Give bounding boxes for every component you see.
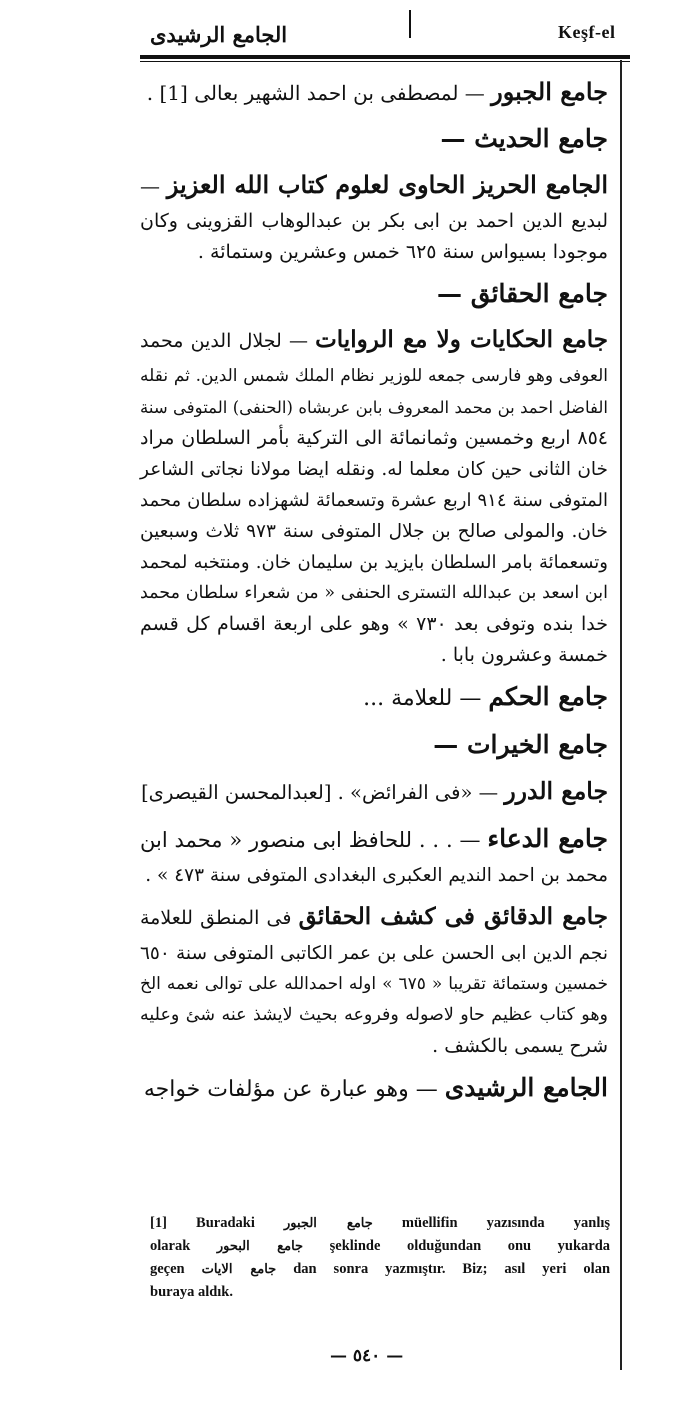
- entry-heading: جامع الدرر: [504, 777, 608, 805]
- footnote-line: [150, 1281, 610, 1304]
- footnote-text: olarak: [150, 1238, 191, 1254]
- text-line: [140, 516, 608, 547]
- text-line: [140, 72, 608, 113]
- footnote-line: [150, 1258, 610, 1281]
- entry-heading: جامع الخيرات: [467, 730, 608, 759]
- entry-text: ٨٥٤ اربع وخمسين وثمانمائة الى التركية بأمر السلطان مراد: [140, 427, 608, 449]
- entry-text: المتوفى سنة ٩١٤ اربع عشرة وتسعمائة لشهزاده سلطان محمد: [140, 490, 608, 511]
- text-line: [140, 819, 608, 860]
- footnote-line: [150, 1235, 610, 1258]
- entry-text: خان الثانى حين كان معلما له. ونقله ايضا مولانا نجاتى الشاعر: [140, 459, 608, 480]
- page-number: — ٥٤٠ —: [330, 1346, 404, 1366]
- entry-heading: الجامع الرشيدى: [444, 1073, 608, 1102]
- entry: [140, 165, 608, 268]
- text-line: [140, 320, 608, 361]
- entry-text: وتسعمائة بامر السلطان بايزيد بن سليمان خان. ومنتخبه لمحمد: [140, 552, 608, 573]
- text-line: [140, 547, 608, 578]
- text-line: [140, 609, 608, 640]
- entry-heading: الجامع الحريز الحاوى لعلوم كتاب الله العزيز: [166, 170, 609, 199]
- entry-text: — لجلال الدين محمد: [140, 330, 316, 352]
- running-head-arabic: الجامع الرشيدى: [150, 22, 288, 47]
- entry: [140, 725, 608, 765]
- entry-heading: جامع الحديث: [474, 124, 608, 153]
- entry-text: —: [437, 279, 471, 308]
- margin-rule: [620, 60, 622, 1370]
- footnote-text: Buradaki: [196, 1215, 255, 1231]
- entry-heading: جامع الدعاء: [487, 824, 608, 853]
- entry-text: محمد بن احمد النديم العكبرى البغدادى المتوفى سنة ٤٧٣ » .: [145, 865, 608, 886]
- header-rule: [140, 55, 630, 59]
- footnote-text: geçen: [150, 1261, 185, 1277]
- text-line: [140, 1068, 608, 1110]
- text-line: [140, 206, 608, 237]
- entry-text: موجودا بسيواس سنة ٦٢٥ خمس وعشرين وستمائة .: [197, 241, 608, 263]
- entry: [140, 771, 608, 813]
- footnote-arabic: جامع الايات: [201, 1262, 277, 1277]
- text-line: [140, 119, 608, 159]
- text-line: [140, 1031, 608, 1062]
- entry: [140, 897, 608, 1062]
- text-line: [140, 725, 608, 765]
- entry-text: نجم الدين ابى الحسن على بن عمر الكاتبى المتوفى سنة ٦٥٠: [140, 943, 608, 964]
- entry-text: ابن اسعد بن عبدالله التسترى الحنفى « من شعراء سلطان محمد: [140, 583, 608, 603]
- footnote-line: [150, 1212, 610, 1235]
- header-divider: [409, 10, 411, 38]
- text-line: [140, 938, 608, 969]
- text-line: [140, 423, 608, 454]
- text-line: [140, 677, 608, 719]
- entry-text: وهو كتاب عظيم حاو لاصوله وفروعه بحيث لايشذ عنه شئ وعليه: [140, 1005, 608, 1025]
- text-line: [140, 640, 608, 671]
- entry: [140, 320, 608, 671]
- text-line: [140, 771, 608, 813]
- entry: [140, 819, 608, 891]
- footnote-marker: [1]: [150, 1215, 167, 1231]
- entry-text: خمسة وعشرون بابا .: [440, 644, 608, 666]
- footnote-text: dan sonra yazmıştır. Biz; asıl yeri olan: [293, 1261, 611, 1277]
- text-line: [140, 1000, 608, 1031]
- entry-heading: جامع الجبور: [491, 77, 608, 106]
- entry-text: الفاضل احمد بن محمد المعروف بابن عربشاه (الحنفى) المتوفى سنة: [140, 398, 608, 417]
- entry-text: —: [140, 174, 167, 198]
- text-line: [140, 237, 608, 268]
- entry: [140, 119, 608, 159]
- header-rule-thin: [140, 61, 630, 62]
- entry-text: لبديع الدين احمد بن ابى بكر بن عبدالوهاب القزوينى وكان: [140, 210, 608, 232]
- entry-heading: جامع الحقائق: [470, 279, 608, 308]
- entry: [140, 1068, 608, 1110]
- text-line: [140, 165, 608, 206]
- entry-heading: جامع الدقائق فى كشف الحقائق: [298, 903, 608, 930]
- footnote: [150, 1212, 610, 1304]
- footnote-arabic: جامع البحور: [216, 1239, 304, 1254]
- text-line: [140, 361, 608, 392]
- entry-text: خان. والمولى صالح بن جلال المتوفى سنة ٩٧٣ ثلاث وسبعين: [140, 521, 608, 542]
- entry-text: — «فى الفرائض» . [لعبدالمحسن القيصرى]: [141, 781, 505, 804]
- entry-text: شرح يسمى بالكشف .: [432, 1035, 608, 1057]
- text-line: [140, 392, 608, 423]
- entry-text: فى المنطق للعلامة: [140, 907, 299, 929]
- entry-text: —: [440, 124, 475, 153]
- footnote-arabic: جامع الجبور: [284, 1216, 373, 1231]
- entry-heading: جامع الحكم: [488, 682, 608, 711]
- entry-text: — لمصطفى بن احمد الشهير بعالى [1] .: [146, 81, 492, 105]
- text-line: [140, 274, 608, 314]
- entry: [140, 274, 608, 314]
- footnote-text: şeklinde olduğundan onu yukarda: [329, 1238, 611, 1254]
- footnote-text: buraya aldık.: [150, 1284, 233, 1300]
- entry: [140, 677, 608, 719]
- entry-text: —: [433, 730, 467, 759]
- main-text: [140, 72, 608, 1116]
- text-line: [140, 454, 608, 485]
- entry-heading: جامع الحكايات ولا مع الروايات: [315, 326, 608, 353]
- text-line: [140, 485, 608, 516]
- text-line: [140, 578, 608, 609]
- text-line: [140, 860, 608, 891]
- text-line: [140, 969, 608, 1000]
- entry-text: — وهو عبارة عن مؤلفات خواجه: [143, 1077, 445, 1102]
- entry-text: — . . . للحافظ ابى منصور « محمد ابن: [140, 828, 488, 852]
- entry-text: العوفى وهو فارسى جمعه للوزير نظام الملك شمس الدين. ثم نقله: [140, 366, 608, 386]
- entry: [140, 72, 608, 113]
- entry-text: خمسين وستمائة تقريبا « ٦٧٥ » اوله احمدالله على توالى نعمه الخ: [140, 974, 608, 994]
- footnote-text: müellifin yazısında yanlış: [401, 1215, 611, 1231]
- running-head-latin: Keşf-el: [558, 22, 616, 42]
- entry-text: — للعلامة ...: [363, 686, 489, 711]
- text-line: [140, 897, 608, 938]
- entry-text: خدا بنده وتوفى بعد ٧٣٠ » وهو على اربعة اقسام كل قسم: [140, 613, 609, 635]
